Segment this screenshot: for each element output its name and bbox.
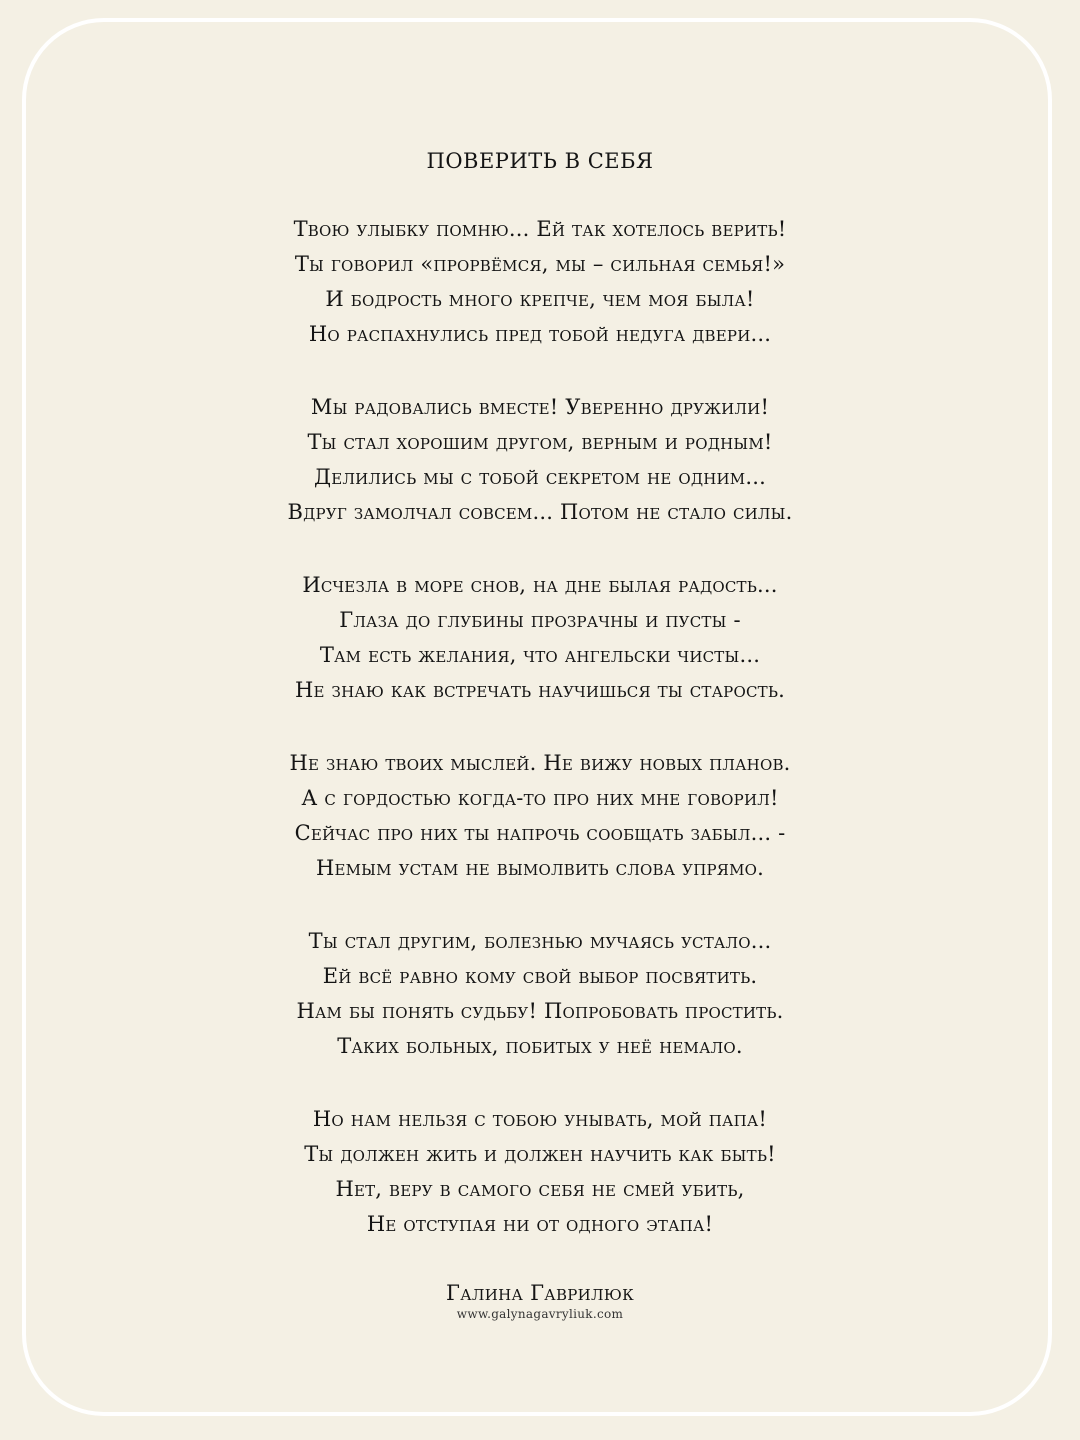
poem-line: Ты говорил «прорвёмся, мы – сильная семья!» [294,252,786,276]
poem-line: Но распахнулись пред тобой недуга двери... [308,322,772,346]
stanza-4 [0,746,1080,886]
stanza-2 [0,390,1080,530]
poem-line: Делились мы с тобой секретом не одним... [314,465,766,489]
poem-line: Исчезла в море снов, на дне былая радость... [302,573,778,597]
poem-line: Мы радовались вместе! Уверенно дружили! [310,395,770,419]
stanza-5 [0,924,1080,1064]
poem-line: Ты стал другим, болезнью мучаясь устало... [308,929,772,953]
poem-line: Не знаю твоих мыслей. Не вижу новых планов. [289,751,791,775]
poem-line: Не знаю как встречать научишься ты старость. [294,678,786,702]
poem-line: Ей всё равно кому свой выбор посвятить. [322,964,758,988]
poem-line: Немым устам не вымолвить слова упрямо. [315,856,765,880]
stanza-1 [0,212,1080,352]
stanza-3 [0,568,1080,708]
poem-line: Там есть желания, что ангельски чисты... [319,643,761,667]
poem-line: Ты должен жить и должен научить как быть! [304,1142,776,1166]
poem-line: Но нам нельзя с тобою унывать, мой папа! [312,1107,768,1131]
poem-line: Твою улыбку помню... Ей так хотелось верить! [293,217,787,241]
poem-line: Таких больных, побитых у неё немало. [337,1034,743,1058]
poem-line: Сейчас про них ты напрочь сообщать забыл... - [294,821,786,845]
stanza-6 [0,1102,1080,1242]
poem-line: Глаза до глубины прозрачны и пусты - [339,608,741,632]
poem-content [0,144,1080,1322]
poem-line: А с гордостью когда-то про них мне говорил! [301,786,779,810]
author-website: www.galynagavryliuk.com [456,1307,624,1321]
poem-line: Ты стал хорошим другом, верным и родным! [307,430,773,454]
poem-line: Вдруг замолчал совсем... Потом не стало силы. [287,500,793,524]
poem-title: ПОВЕРИТЬ В СЕБЯ [426,149,654,173]
poem-line: Нам бы понять судьбу! Попробовать простить. [296,999,784,1023]
poem-line: Не отступая ни от одного этапа! [366,1212,714,1236]
poem-line: И бодрость много крепче, чем моя была! [325,287,755,311]
author-name: Галина Гаврилюк [446,1281,634,1305]
poem-line: Нет, веру в самого себя не смей убить, [335,1177,745,1201]
